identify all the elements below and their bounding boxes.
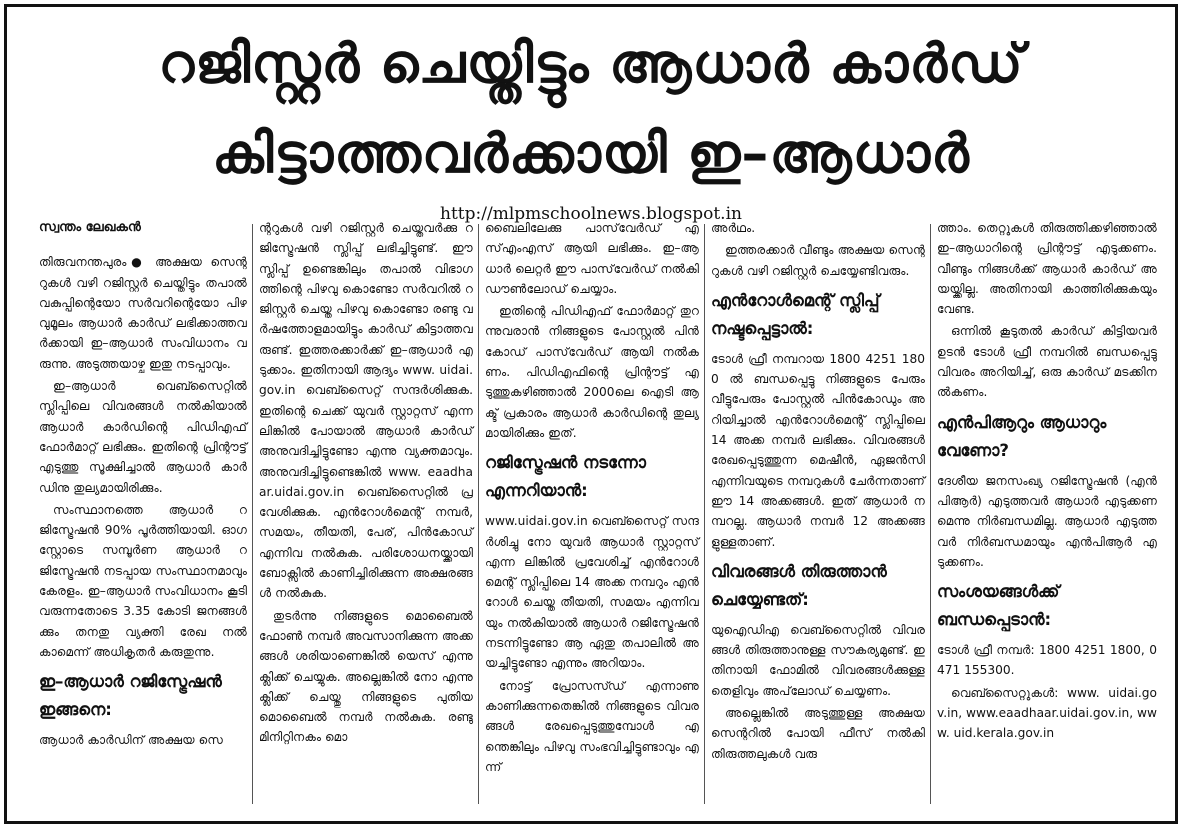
column-rule <box>252 224 253 804</box>
article-column-3 <box>482 218 702 818</box>
subheading: വിവരങ്ങൾ തിരുത്താൻ ചെയ്യേണ്ടത്: <box>711 561 887 609</box>
subheading: സംശയങ്ങൾക്ക് ബന്ധപ്പെടാൻ: <box>937 582 1060 630</box>
article-column-5 <box>934 218 1160 818</box>
paragraph: ഒന്നിൽ കൂടുതൽ കാർഡ് കിട്ടിയവർ ഉടൻ ടോൾ ഫ്രീ നമ്പറിൽ ബന്ധപ്പെട്ടു വിവരം അറിയിച്ച്, ഒരു കാർഡ് മടക്കിനൽകണം. <box>937 324 1157 400</box>
paragraph: ടോൾ ഫ്രീ നമ്പർ: 1800 4251 1800, 0471 155300. <box>937 643 1157 678</box>
paragraph: വെബ്സൈറ്റുകൾ: www. uidai.gov.in, www.eaadhaar.uidai.gov.in, www. uid.kerala.gov.in <box>937 685 1157 741</box>
paragraph: ഇതിന്റെ പിഡിഎഫ് ഫോർമാറ്റ് തുറന്നുവരാൻ നിങ്ങളുടെ പോസ്റ്റൽ പിൻകോഡ് പാസ്‌വേർഡ് ആയി നൽകണം. പിഡിഎഫിന്റെ പ്രിന്റൗട്ട് എടുത്തുകഴിഞ്ഞാൽ 2000ലെ ഐടി ആക്ട് പ്രകാരം ആധാർ കാർഡിന്റെ തുല്യമായിരിക്കും ഇത്. <box>485 304 699 440</box>
paragraph: തിരുവനന്തപുരം● അക്ഷയ സെന്ററുകൾ വഴി റജിസ്റ്റർ ചെയ്തിട്ടും തപാൽ വകുപ്പിന്റെയോ സർവറിന്റെയോ പിഴവുമൂലം ആധാർ കാർഡ് ലഭിക്കാത്തവർക്കായി ഇ–ആധാർ സംവിധാനം വരുന്നു. അടുത്തയാഴ്ച ഇതു നടപ്പാവും. <box>39 255 247 371</box>
subheading: എൻറോൾമെന്റ് സ്ലിപ്പ് നഷ്ടപ്പെട്ടാൽ: <box>711 290 880 338</box>
paragraph: ദേശീയ ജനസംഖ്യ റജിസ്ട്രേഷൻ (എൻപിആർ) എടുത്തവർ ആധാർ എടുക്കണമെന്നു നിർബന്ധമില്ല. ആധാർ എടുത്തവർ നിർബന്ധമായും എൻപിആർ എടുക്കണം. <box>937 473 1157 569</box>
paragraph: ഇ–ആധാർ വെബ്സൈറ്റിൽ സ്ലിപ്പിലെ വിവരങ്ങൾ നൽകിയാൽ ആധാർ കാർഡിന്റെ പിഡിഎഫ് ഫോർമാറ്റ് ലഭിക്കും. ഇതിന്റെ പ്രിന്റൗട്ട് എടുത്തു സൂക്ഷിച്ചാൽ ആധാർ കാർഡിനു തുല്യമായിരിക്കും. <box>39 379 247 495</box>
paragraph: ആധാർ കാർഡിന് അക്ഷയ സെ <box>39 733 223 748</box>
paragraph: സംസ്ഥാനത്തെ ആധാർ റജിസ്ട്രേഷൻ 90% പൂർത്തിയായി. ഓഗസ്റ്റോടെ സമ്പൂർണ ആധാർ റജിസ്ട്രേഷൻ നടപ്പായ സംസ്ഥാനമാവും കേരളം. ഇ–ആധാർ സംവിധാനം കൂടി വരുന്നതോടെ 3.35 കോടി ജനങ്ങൾക്കും തനതു വ്യക്തി രേഖ നൽകാമെന്ന് അധികൃതർ കരുതുന്നു. <box>39 502 247 659</box>
headline-line-1: റജിസ്റ്റർ ചെയ്തിട്ടും ആധാർ കാർഡ് <box>158 32 1024 95</box>
byline: സ്വന്തം ലേഖകൻ <box>39 220 141 235</box>
paragraph: നോട്ട് പ്രോസസ്ഡ് എന്നാണു കാണിക്കുന്നതെങ്കിൽ നിങ്ങളുടെ വിവരങ്ങൾ രേഖപ്പെടുത്തുമ്പോൾ എന്തെങ്കിലും പിഴവു സംഭവിച്ചിട്ടുണ്ടാവും എന്ന് <box>485 678 699 774</box>
subheading: എൻപിആറും ആധാറും വേണോ? <box>937 412 1107 460</box>
paragraph: www.uidai.gov.in വെബ്സൈറ്റ് സന്ദർശിച്ചു നോ യുവർ ആധാർ സ്റ്റാറ്റസ് എന്ന ലിങ്കിൽ പ്രവേശിച്ച് എൻറോൾമെന്റ് സ്ലിപ്പിലെ 14 അക്ക നമ്പറും എൻറോൾ ചെയ്ത തീയതി, സമയം എന്നിവയും നൽകിയാൽ ആധാർ റജിസ്ട്രേഷൻ നടന്നിട്ടുണ്ടോ ആ ഏതു തപാലിൽ അയച്ചിട്ടുണ്ടോ എന്നും അറിയാം. <box>485 514 699 671</box>
paragraph: ടോൾ ഫ്രീ നമ്പറായ 1800 4251 1800 ൽ ബന്ധപ്പെട്ടു നിങ്ങളുടെ പേരും വീട്ടുപേരും പോസ്റ്റൽ പിൻകോഡും അറിയിച്ചാൽ എൻറോൾമെന്റ് സ്ലിപ്പിലെ 14 അക്ക നമ്പർ ലഭിക്കും. വിവരങ്ങൾ രേഖപ്പെടുത്തുന്ന മെഷീൻ, ഏജൻസി എന്നിവയുടെ നമ്പറുകൾ ചേർന്നതാണ് ഈ 14 അക്കങ്ങൾ. ഇത് ആധാർ നമ്പറല്ല. ആധാർ നമ്പർ 12 അക്കങ്ങളുള്ളതാണ്. <box>711 351 925 549</box>
paragraph: തുടർന്നു നിങ്ങളുടെ മൊബൈൽ ഫോൺ നമ്പർ അവസാനിക്കുന്ന അക്കങ്ങൾ ശരിയാണെങ്കിൽ യെസ് എന്നു ക്ലിക്ക് ചെയ്യുക. അല്ലെങ്കിൽ നോ എന്നു ക്ലിക്ക് ചെയ്തു നിങ്ങളുടെ പുതിയ മൊബൈൽ നമ്പർ നൽകുക. രണ്ടു മിനിറ്റിനകം മൊ <box>259 608 473 745</box>
article-column-1 <box>36 218 250 818</box>
subheading: ഇ–ആധാർ റജിസ്ട്രേഷൻ ഇങ്ങനെ: <box>39 672 222 720</box>
headline-line-2: കിട്ടാത്തവർക്കായി ഇ–ആധാർ <box>212 122 970 185</box>
column-rule <box>478 224 479 804</box>
paragraph: യുഐഡിഎ വെബ്സൈറ്റിൽ വിവരങ്ങൾ തിരുത്താനുള്ള സൗകര്യമുണ്ട്. ഇതിനായി ഫോമിൽ വിവരങ്ങൾക്കുള്ള തെളിവും അപ്‌ലോഡ് ചെയ്യണം. <box>711 622 925 698</box>
paragraph: അല്ലെങ്കിൽ അടുത്തുള്ള അക്ഷയ സെന്ററിൽ പോയി ഫീസ് നൽകി തിരുത്തലുകൾ വരു <box>711 706 925 761</box>
article-column-2 <box>256 218 476 818</box>
subheading: റജിസ്ട്രേഷൻ നടന്നോ എന്നറിയാൻ: <box>485 453 646 501</box>
source-url: http://mlpmschoolnews.blogspot.in <box>440 204 742 224</box>
paragraph: ന്ററുകൾ വഴി റജിസ്റ്റർ ചെയ്തവർക്കു റജിസ്ട്രേഷൻ സ്ലിപ്പ് ലഭിച്ചിട്ടുണ്ട്. ഈ സ്ലിപ്പ് ഉണ്ടെങ്കിലും തപാൽ വിഭാഗത്തിന്റെ പിഴവു കൊണ്ടോ സർവറിൽ റജിസ്റ്റർ ചെയ്ത പിഴവു കൊണ്ടോ രണ്ടു വർഷത്തോളമായിട്ടും കാർഡ് കിട്ടാത്തവരുണ്ട്. ഇത്തരക്കാർക്ക് ഇ–ആധാർ എടുക്കാം. ഇതിനായി ആദ്യം www. uidai.gov.in വെബ്സൈറ്റ് സന്ദർശിക്കുക. ഇതിന്റെ ചെക്ക് യുവർ സ്റ്റാറ്റസ് എന്ന ലിങ്കിൽ പോയാൽ ആധാർ കാർഡ് അനുവദിച്ചിട്ടുണ്ടോ എന്നു വ്യക്തമാവും. അനുവദിച്ചിട്ടുണ്ടെങ്കിൽ www. eaadhaar.uidai.gov.in വെബ്സൈറ്റിൽ പ്രവേശിക്കുക. എൻറോൾമെന്റ് നമ്പർ, സമയം, തീയതി, പേര്, പിൻകോഡ് എന്നിവ നൽകുക. പരിശോധനയ്ക്കായി ബോക്സിൽ കാണിച്ചിരിക്കുന്ന അക്ഷരങ്ങൾ നൽകുക. <box>259 221 473 601</box>
article-column-4 <box>708 218 928 818</box>
column-rule <box>930 224 931 804</box>
paragraph: ബൈലിലേക്കു പാസ്‌വേർഡ് എസ്എംഎസ് ആയി ലഭിക്കും. ഇ–ആധാർ ലെറ്റർ ഈ പാസ്‌വേർഡ് നൽകി ഡൗൺലോഡ് ചെയ്യാം. <box>485 221 699 296</box>
paragraph: ഇത്തരക്കാർ വീണ്ടും അക്ഷയ സെന്ററുകൾ വഴി റജിസ്റ്റർ ചെയ്യേണ്ടിവരും. <box>711 243 925 278</box>
paragraph: അർഥം. <box>711 221 756 235</box>
column-rule <box>704 224 705 804</box>
paragraph: ത്താം. തെറ്റുകൾ തിരുത്തിക്കഴിഞ്ഞാൽ ഇ–ആധാറിന്റെ പ്രിന്റൗട്ട് എടുക്കണം. വീണ്ടും നിങ്ങൾക്ക് ആധാർ കാർഡ് അയയ്ക്കില്ല. അതിനായി കാത്തിരിക്കുകയും വേണ്ട. <box>937 221 1157 317</box>
